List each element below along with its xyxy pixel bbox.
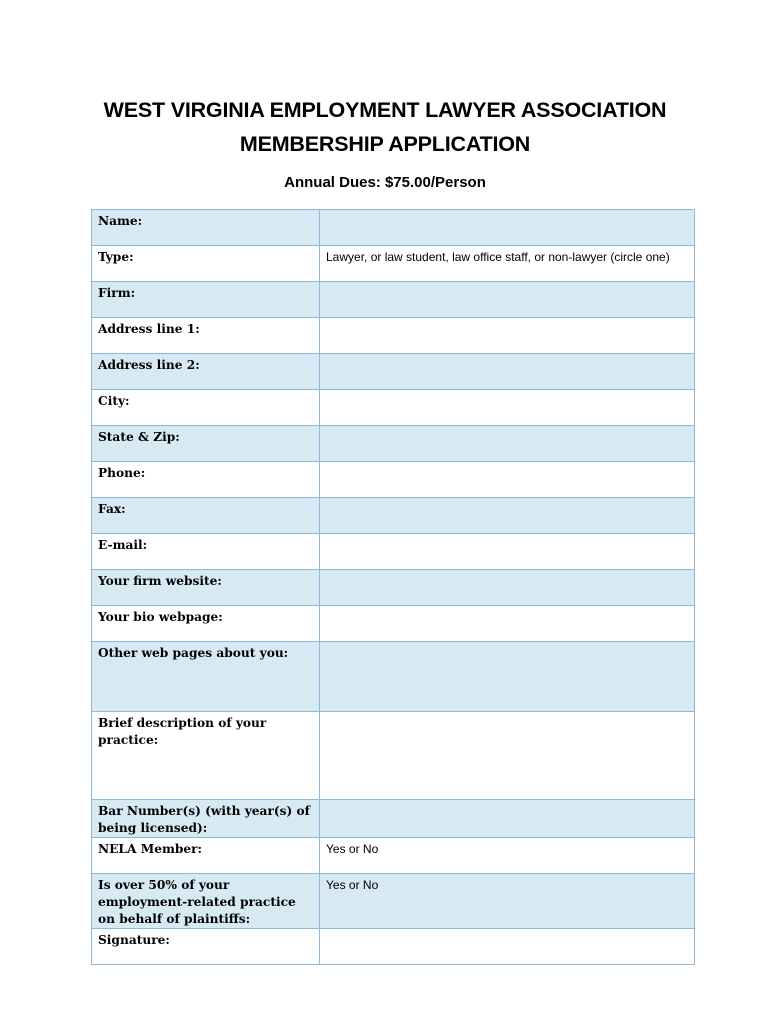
practice-description-label: Brief description of your practice: — [98, 716, 267, 747]
row-other-web-pages — [92, 642, 695, 712]
label-cell — [92, 246, 320, 282]
firm-website-label: Your firm website: — [98, 574, 222, 588]
firm-website-field[interactable] — [320, 570, 695, 606]
row-bio-webpage — [92, 606, 695, 642]
city-field[interactable] — [320, 390, 695, 426]
phone-label: Phone: — [98, 466, 146, 480]
row-email — [92, 534, 695, 570]
signature-field[interactable] — [320, 929, 695, 965]
type-field[interactable] — [320, 246, 695, 282]
row-practice-description — [92, 712, 695, 800]
other-web-pages-label: Other web pages about you: — [98, 646, 289, 660]
address-line-1-field[interactable] — [320, 318, 695, 354]
annual-dues: Annual Dues: $75.00/Person — [284, 174, 486, 191]
label-cell — [92, 498, 320, 534]
label-cell — [92, 606, 320, 642]
name-label: Name: — [98, 214, 143, 228]
address-line-2-field[interactable] — [320, 354, 695, 390]
row-bar-number — [92, 800, 695, 838]
type-options-text: Lawyer, or law student, law office staff, or non-lawyer (circle one) — [326, 250, 670, 264]
label-cell — [92, 390, 320, 426]
label-cell — [92, 354, 320, 390]
type-label: Type: — [98, 250, 134, 264]
city-label: City: — [98, 394, 130, 408]
document-title — [0, 93, 770, 161]
email-field[interactable] — [320, 534, 695, 570]
nela-member-field[interactable] — [320, 838, 695, 874]
plaintiff-yes-no-text: Yes or No — [326, 878, 379, 892]
row-firm-website — [92, 570, 695, 606]
row-nela-member — [92, 838, 695, 874]
application-form-table — [91, 209, 695, 965]
email-label: E-mail: — [98, 538, 148, 552]
address-line-1-label: Address line 1: — [98, 322, 200, 336]
nela-yes-no-text: Yes or No — [326, 842, 379, 856]
row-firm — [92, 282, 695, 318]
label-cell — [92, 426, 320, 462]
plaintiff-practice-field[interactable] — [320, 874, 695, 929]
title-line-2: MEMBERSHIP APPLICATION — [239, 132, 531, 156]
label-cell — [92, 838, 320, 874]
label-cell — [92, 282, 320, 318]
title-line-1: WEST VIRGINIA EMPLOYMENT LAWYER ASSOCIATION — [103, 98, 667, 122]
row-city — [92, 390, 695, 426]
row-address-line-1 — [92, 318, 695, 354]
row-state-zip — [92, 426, 695, 462]
row-address-line-2 — [92, 354, 695, 390]
row-name — [92, 210, 695, 246]
phone-field[interactable] — [320, 462, 695, 498]
state-zip-field[interactable] — [320, 426, 695, 462]
plaintiff-practice-label: Is over 50% of your employment-related practice on behalf of plaintiffs: — [98, 878, 296, 926]
firm-label: Firm: — [98, 286, 136, 300]
row-signature — [92, 929, 695, 965]
label-cell — [92, 210, 320, 246]
label-cell — [92, 534, 320, 570]
row-type — [92, 246, 695, 282]
label-cell — [92, 318, 320, 354]
practice-description-field[interactable] — [320, 712, 695, 800]
row-plaintiff-practice — [92, 874, 695, 929]
bar-number-field[interactable] — [320, 800, 695, 838]
signature-label: Signature: — [98, 933, 170, 947]
label-cell — [92, 462, 320, 498]
row-fax — [92, 498, 695, 534]
bar-number-label: Bar Number(s) (with year(s) of being licensed): — [98, 804, 310, 835]
row-phone — [92, 462, 695, 498]
label-cell — [92, 712, 320, 800]
bio-webpage-field[interactable] — [320, 606, 695, 642]
label-cell — [92, 929, 320, 965]
fax-label: Fax: — [98, 502, 126, 516]
fax-field[interactable] — [320, 498, 695, 534]
state-zip-label: State & Zip: — [98, 430, 180, 444]
address-line-2-label: Address line 2: — [98, 358, 200, 372]
name-field[interactable] — [320, 210, 695, 246]
nela-member-label: NELA Member: — [98, 842, 203, 856]
firm-field[interactable] — [320, 282, 695, 318]
label-cell — [92, 570, 320, 606]
label-cell — [92, 800, 320, 838]
bio-webpage-label: Your bio webpage: — [98, 610, 223, 624]
label-cell — [92, 874, 320, 929]
other-web-pages-field[interactable] — [320, 642, 695, 712]
label-cell — [92, 642, 320, 712]
